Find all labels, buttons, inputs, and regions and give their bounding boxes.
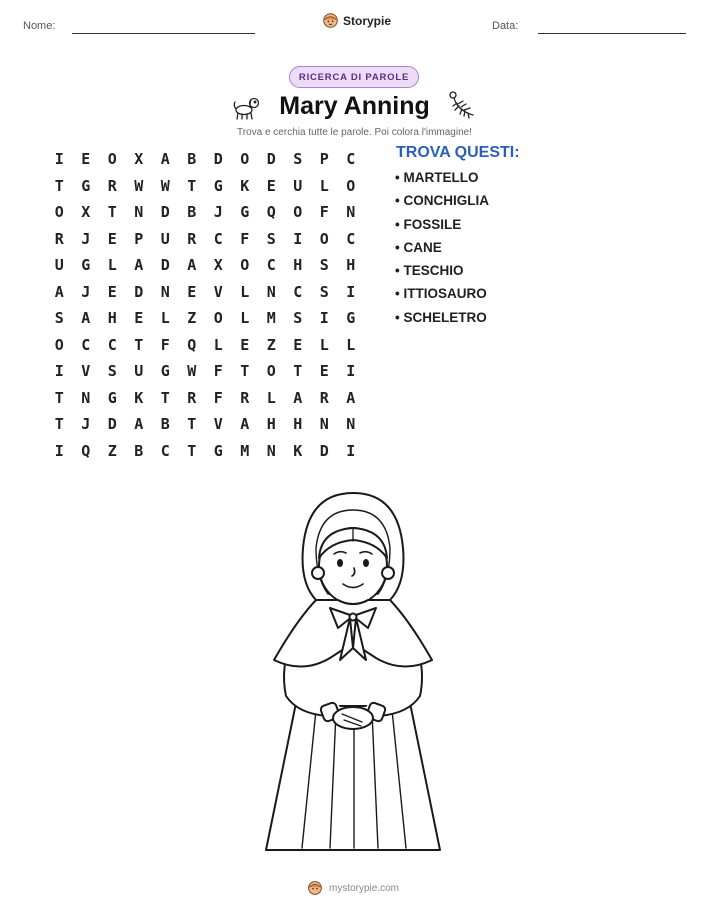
grid-letter: C <box>81 335 91 354</box>
grid-letter: K <box>240 176 250 195</box>
grid-letter: S <box>293 150 303 169</box>
grid-letter: Z <box>187 309 197 328</box>
grid-letter: V <box>213 415 223 434</box>
grid-letter: O <box>293 203 303 222</box>
grid-letter: E <box>187 282 197 301</box>
activity-badge: RICERCA DI PAROLE <box>289 66 419 88</box>
grid-letter: Z <box>107 441 117 460</box>
grid-letter: F <box>240 229 250 248</box>
grid-letter: A <box>54 282 64 301</box>
grid-letter: Q <box>187 335 197 354</box>
word-list <box>395 170 489 333</box>
word-item: • MARTELLO <box>395 170 479 185</box>
grid-letter: B <box>134 441 144 460</box>
grid-letter: E <box>107 229 117 248</box>
grid-letter: C <box>293 282 303 301</box>
grid-letter: D <box>107 415 117 434</box>
grid-letter: G <box>160 362 170 381</box>
grid-letter: D <box>160 256 170 275</box>
grid-letter: B <box>160 415 170 434</box>
mary-anning-coloring-illustration <box>258 488 448 856</box>
grid-letter: E <box>107 282 117 301</box>
grid-letter: S <box>319 256 329 275</box>
grid-letter: A <box>293 388 303 407</box>
grid-letter: G <box>346 309 356 328</box>
grid-letter: C <box>346 150 356 169</box>
grid-letter: O <box>240 256 250 275</box>
grid-letter: M <box>266 309 276 328</box>
grid-letter: L <box>107 256 117 275</box>
grid-letter: N <box>81 388 91 407</box>
grid-letter: I <box>319 309 329 328</box>
grid-letter: L <box>319 176 329 195</box>
grid-letter: L <box>240 282 250 301</box>
grid-letter: H <box>293 256 303 275</box>
grid-letter: E <box>293 335 303 354</box>
grid-letter: O <box>54 203 64 222</box>
grid-letter: T <box>54 415 64 434</box>
grid-letter: N <box>134 203 144 222</box>
grid-letter: T <box>107 203 117 222</box>
instructions: Trova e cerchia tutte le parole. Poi colora l'immagine! <box>237 127 472 138</box>
pie-mascot-icon <box>322 12 339 29</box>
grid-letter: E <box>81 150 91 169</box>
name-line <box>72 33 255 34</box>
grid-letter: O <box>240 150 250 169</box>
grid-letter: D <box>213 150 223 169</box>
grid-letter: G <box>107 388 117 407</box>
grid-letter: R <box>187 388 197 407</box>
grid-letter: I <box>54 441 64 460</box>
grid-letter: U <box>293 176 303 195</box>
grid-letter: P <box>134 229 144 248</box>
word-list-title: TROVA QUESTI: <box>396 144 520 161</box>
grid-letter: C <box>160 441 170 460</box>
grid-letter: B <box>187 150 197 169</box>
grid-letter: H <box>346 256 356 275</box>
grid-letter: T <box>160 388 170 407</box>
grid-letter: D <box>319 441 329 460</box>
grid-letter: R <box>319 388 329 407</box>
grid-letter: T <box>293 362 303 381</box>
grid-letter: A <box>240 415 250 434</box>
grid-letter: N <box>266 441 276 460</box>
grid-letter: G <box>213 441 223 460</box>
grid-letter: I <box>346 362 356 381</box>
grid-letter: M <box>240 441 250 460</box>
grid-letter: S <box>54 309 64 328</box>
word-item: • CONCHIGLIA <box>395 193 489 209</box>
name-label: Nome: <box>23 20 56 32</box>
grid-letter: N <box>266 282 276 301</box>
ichthyosaur-fossil-icon <box>446 89 476 121</box>
grid-letter: A <box>187 256 197 275</box>
word-item: • FOSSILE <box>395 216 462 232</box>
grid-letter: K <box>134 388 144 407</box>
grid-letter: I <box>346 441 356 460</box>
grid-letter: R <box>54 229 64 248</box>
word-item: • CANE <box>395 239 442 255</box>
grid-letter: G <box>81 176 91 195</box>
grid-letter: V <box>213 282 223 301</box>
grid-letter: F <box>213 362 223 381</box>
grid-letter: E <box>319 362 329 381</box>
grid-letter: D <box>266 150 276 169</box>
grid-letter: L <box>160 309 170 328</box>
grid-letter: T <box>187 415 197 434</box>
grid-letter: O <box>54 335 64 354</box>
grid-letter: J <box>81 415 91 434</box>
grid-letter: O <box>319 229 329 248</box>
grid-letter: F <box>160 335 170 354</box>
grid-letter: Q <box>266 203 276 222</box>
grid-letter: S <box>107 362 117 381</box>
grid-letter: E <box>240 335 250 354</box>
grid-letter: O <box>107 150 117 169</box>
grid-letter: H <box>266 415 276 434</box>
grid-letter: T <box>187 441 197 460</box>
grid-letter: E <box>266 176 276 195</box>
grid-letter: I <box>346 282 356 301</box>
word-item: • TESCHIO <box>395 263 464 279</box>
grid-letter: A <box>160 150 170 169</box>
grid-letter: J <box>213 203 223 222</box>
grid-letter: X <box>213 256 223 275</box>
grid-letter: F <box>213 388 223 407</box>
grid-letter: N <box>160 282 170 301</box>
grid-letter: O <box>346 176 356 195</box>
grid-letter: U <box>160 229 170 248</box>
grid-letter: C <box>107 335 117 354</box>
date-line <box>538 33 686 34</box>
grid-letter: H <box>293 415 303 434</box>
grid-letter: X <box>134 150 144 169</box>
grid-letter: T <box>54 176 64 195</box>
grid-letter: A <box>346 388 356 407</box>
brand-name: Storypie <box>343 13 392 28</box>
grid-letter: S <box>293 309 303 328</box>
grid-letter: Z <box>266 335 276 354</box>
grid-letter: G <box>240 203 250 222</box>
grid-letter: I <box>293 229 303 248</box>
grid-letter: W <box>187 362 197 381</box>
grid-letter: A <box>81 309 91 328</box>
grid-letter: L <box>213 335 223 354</box>
grid-letter: N <box>319 415 329 434</box>
grid-letter: C <box>266 256 276 275</box>
grid-letter: R <box>240 388 250 407</box>
grid-letter: O <box>213 309 223 328</box>
grid-letter: N <box>346 415 356 434</box>
grid-letter: A <box>134 256 144 275</box>
grid-letter: U <box>54 256 64 275</box>
grid-letter: P <box>319 150 329 169</box>
grid-letter: S <box>319 282 329 301</box>
grid-letter: L <box>266 388 276 407</box>
page-title: Mary Anning <box>279 92 430 120</box>
word-item: • SCHELETRO <box>395 309 487 325</box>
grid-letter: D <box>134 282 144 301</box>
grid-letter: K <box>293 441 303 460</box>
grid-letter: X <box>81 203 91 222</box>
grid-letter: W <box>134 176 144 195</box>
grid-letter: F <box>319 203 329 222</box>
grid-letter: Q <box>81 441 91 460</box>
grid-letter: G <box>213 176 223 195</box>
grid-letter: E <box>134 309 144 328</box>
grid-letter: T <box>54 388 64 407</box>
grid-letter: L <box>319 335 329 354</box>
grid-letter: O <box>266 362 276 381</box>
grid-letter: N <box>346 203 356 222</box>
word-item: • ITTIOSAURO <box>395 286 487 302</box>
grid-letter: W <box>160 176 170 195</box>
grid-letter: H <box>107 309 117 328</box>
footer-url: mystorypie.com <box>329 882 400 894</box>
word-search-grid <box>46 146 364 464</box>
brand-logo <box>322 12 391 29</box>
grid-letter: C <box>346 229 356 248</box>
grid-letter: B <box>187 203 197 222</box>
grid-letter: L <box>346 335 356 354</box>
grid-letter: T <box>134 335 144 354</box>
grid-letter: V <box>81 362 91 381</box>
grid-letter: U <box>134 362 144 381</box>
grid-letter: I <box>54 150 64 169</box>
grid-letter: T <box>240 362 250 381</box>
grid-letter: S <box>266 229 276 248</box>
grid-letter: R <box>187 229 197 248</box>
grid-letter: T <box>187 176 197 195</box>
pie-mascot-icon <box>307 880 323 896</box>
grid-letter: A <box>134 415 144 434</box>
grid-letter: I <box>54 362 64 381</box>
grid-letter: D <box>160 203 170 222</box>
grid-letter: G <box>81 256 91 275</box>
grid-letter: C <box>213 229 223 248</box>
grid-letter: L <box>240 309 250 328</box>
date-label: Data: <box>492 20 519 32</box>
grid-letter: J <box>81 229 91 248</box>
footer <box>307 880 399 896</box>
grid-letter: J <box>81 282 91 301</box>
grid-letter: R <box>107 176 117 195</box>
